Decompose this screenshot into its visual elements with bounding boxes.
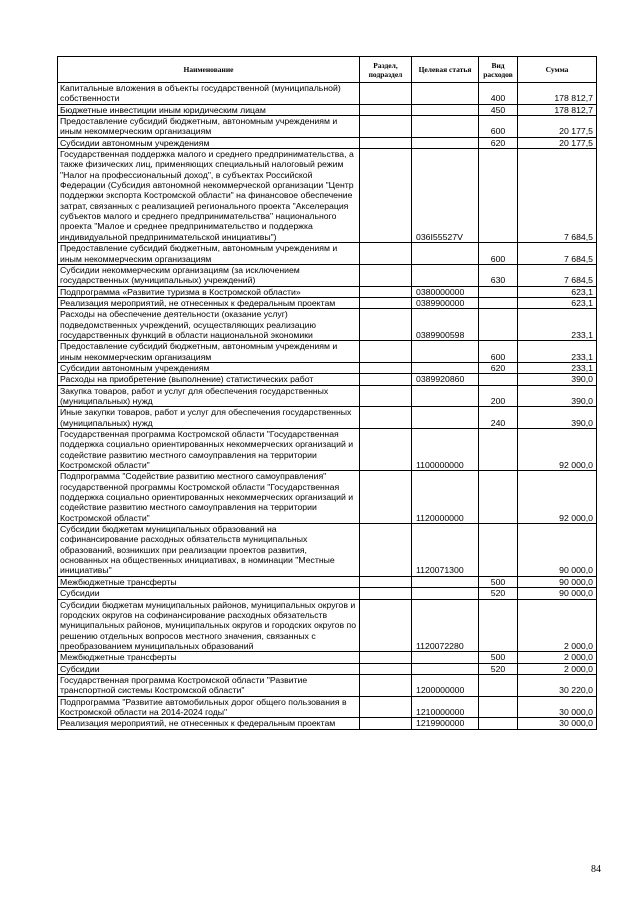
- cell-name: Реализация мероприятий, не отнесенных к федеральным проектам: [58, 297, 360, 308]
- cell-name: Субсидии: [58, 663, 360, 674]
- cell-section: [360, 524, 412, 577]
- table-row: [58, 83, 597, 105]
- cell-type: 500: [479, 652, 518, 663]
- header-type: Вид расходов: [479, 57, 518, 83]
- cell-section: [360, 407, 412, 429]
- cell-type: 600: [479, 116, 518, 138]
- cell-target: 1120072280: [412, 599, 479, 652]
- cell-section: [360, 286, 412, 297]
- cell-target: 1200000000: [412, 674, 479, 696]
- cell-section: [360, 652, 412, 663]
- cell-section: [360, 149, 412, 243]
- cell-sum: 90 000,0: [518, 576, 597, 587]
- header-sum: Сумма: [518, 57, 597, 83]
- cell-section: [360, 385, 412, 407]
- cell-section: [360, 243, 412, 265]
- table-row: [58, 374, 597, 385]
- table-row: [58, 652, 597, 663]
- cell-sum: 30 220,0: [518, 674, 597, 696]
- cell-type: [479, 696, 518, 718]
- cell-section: [360, 718, 412, 729]
- cell-name: Бюджетные инвестиции иным юридическим лицам: [58, 104, 360, 115]
- cell-name: Реализация мероприятий, не отнесенных к федеральным проектам: [58, 718, 360, 729]
- table-row: [58, 116, 597, 138]
- table-row: [58, 407, 597, 429]
- cell-sum: 90 000,0: [518, 588, 597, 599]
- cell-section: [360, 429, 412, 471]
- cell-section: [360, 362, 412, 373]
- cell-type: 240: [479, 407, 518, 429]
- cell-target: [412, 264, 479, 286]
- cell-sum: 390,0: [518, 374, 597, 385]
- cell-target: [412, 652, 479, 663]
- cell-section: [360, 374, 412, 385]
- cell-name: Межбюджетные трансферты: [58, 576, 360, 587]
- cell-target: [412, 588, 479, 599]
- cell-sum: 178 812,7: [518, 83, 597, 105]
- cell-type: [479, 297, 518, 308]
- cell-name: Субсидии бюджетам муниципальных районов, муниципальных округов и городских округов на софинансирование расходных обязательств муниципальных районов, муниципальных округов и городских округов по решению отдельных вопросов местного значения, связанных с преобразованием муниципальных образований: [58, 599, 360, 652]
- cell-sum: 7 684,5: [518, 264, 597, 286]
- table-row: [58, 471, 597, 524]
- cell-name: Субсидии автономным учреждениям: [58, 362, 360, 373]
- table-row: [58, 104, 597, 115]
- cell-section: [360, 309, 412, 341]
- cell-target: 1120071300: [412, 524, 479, 577]
- cell-name: Государственная программа Костромской области "Развитие транспортной системы Костромской области": [58, 674, 360, 696]
- cell-target: 1210000000: [412, 696, 479, 718]
- cell-target: 0389900000: [412, 297, 479, 308]
- table-row: [58, 429, 597, 471]
- cell-section: [360, 599, 412, 652]
- cell-name: Субсидии автономным учреждениям: [58, 137, 360, 148]
- cell-target: [412, 243, 479, 265]
- table-row: [58, 297, 597, 308]
- cell-type: [479, 599, 518, 652]
- cell-sum: 2 000,0: [518, 663, 597, 674]
- cell-sum: 233,1: [518, 362, 597, 373]
- cell-type: 600: [479, 341, 518, 363]
- cell-target: 1100000000: [412, 429, 479, 471]
- table-row: [58, 286, 597, 297]
- header-target: Целевая статья: [412, 57, 479, 83]
- cell-sum: 90 000,0: [518, 524, 597, 577]
- cell-type: [479, 524, 518, 577]
- cell-name: Подпрограмма «Развитие туризма в Костромской области»: [58, 286, 360, 297]
- cell-sum: 390,0: [518, 407, 597, 429]
- table-row: [58, 674, 597, 696]
- table-row: [58, 243, 597, 265]
- cell-target: 1219900000: [412, 718, 479, 729]
- cell-name: Субсидии бюджетам муниципальных образований на софинансирование расходных обязательств муниципальных образований, возникших при реализации проектов развития, основанных на общественных инициативах, в номинации "Местные инициативы": [58, 524, 360, 577]
- cell-name: Закупка товаров, работ и услуг для обеспечения государственных (муниципальных) нужд: [58, 385, 360, 407]
- cell-name: Предоставление субсидий бюджетным, автономным учреждениям и иным некоммерческим организациям: [58, 116, 360, 138]
- cell-name: Межбюджетные трансферты: [58, 652, 360, 663]
- cell-name: Государственная поддержка малого и среднего предпринимательства, а также физических лиц, применяющих специальный налоговый режим "Налог на профессиональный доход", в субъектах Российской Федерации (Субсидия автономной некоммерческой организации "Центр поддержки экспорта Костромской области" на финансовое обеспечение затрат, связанных с реализацией регионального проекта "Акселерация субъектов малого и среднего предпринимательства" национального проекта "Малое и среднее предпринимательство и поддержка индивидуальной предпринимательской инициативы"): [58, 149, 360, 243]
- cell-sum: 30 000,0: [518, 696, 597, 718]
- cell-name: Расходы на приобретение (выполнение) статистических работ: [58, 374, 360, 385]
- cell-target: [412, 341, 479, 363]
- cell-target: [412, 362, 479, 373]
- cell-type: 200: [479, 385, 518, 407]
- cell-sum: 20 177,5: [518, 137, 597, 148]
- cell-section: [360, 83, 412, 105]
- table-row: [58, 718, 597, 729]
- cell-type: [479, 374, 518, 385]
- cell-name: Субсидии некоммерческим организациям (за исключением государственных (муниципальных) учреждений): [58, 264, 360, 286]
- cell-type: [479, 286, 518, 297]
- cell-sum: 92 000,0: [518, 429, 597, 471]
- cell-target: [412, 576, 479, 587]
- cell-type: 520: [479, 663, 518, 674]
- table-row: [58, 362, 597, 373]
- cell-target: [412, 116, 479, 138]
- table-row: [58, 341, 597, 363]
- cell-section: [360, 674, 412, 696]
- cell-target: 1120000000: [412, 471, 479, 524]
- cell-name: Предоставление субсидий бюджетным, автономным учреждениям и иным некоммерческим организациям: [58, 243, 360, 265]
- header-row: [58, 57, 597, 83]
- cell-name: Иные закупки товаров, работ и услуг для обеспечения государственных (муниципальных) нужд: [58, 407, 360, 429]
- cell-section: [360, 471, 412, 524]
- cell-sum: 390,0: [518, 385, 597, 407]
- cell-section: [360, 341, 412, 363]
- table-row: [58, 264, 597, 286]
- cell-section: [360, 663, 412, 674]
- cell-target: 0389900598: [412, 309, 479, 341]
- table-row: [58, 149, 597, 243]
- table-header: [58, 57, 597, 83]
- cell-type: 600: [479, 243, 518, 265]
- cell-target: [412, 83, 479, 105]
- cell-sum: 2 000,0: [518, 652, 597, 663]
- cell-section: [360, 116, 412, 138]
- cell-type: 630: [479, 264, 518, 286]
- header-section: Раздел, подраздел: [360, 57, 412, 83]
- cell-section: [360, 104, 412, 115]
- table-row: [58, 524, 597, 577]
- table-row: [58, 137, 597, 148]
- cell-name: Капитальные вложения в объекты государственной (муниципальной) собственности: [58, 83, 360, 105]
- cell-sum: 178 812,7: [518, 104, 597, 115]
- cell-sum: 20 177,5: [518, 116, 597, 138]
- cell-target: 0380000000: [412, 286, 479, 297]
- cell-target: 0389920860: [412, 374, 479, 385]
- cell-type: 400: [479, 83, 518, 105]
- cell-section: [360, 137, 412, 148]
- cell-section: [360, 576, 412, 587]
- cell-type: [479, 149, 518, 243]
- header-name: Наименование: [58, 57, 360, 83]
- cell-type: [479, 429, 518, 471]
- cell-target: [412, 385, 479, 407]
- cell-type: [479, 309, 518, 341]
- table-row: [58, 385, 597, 407]
- budget-table-container: [57, 56, 596, 730]
- cell-sum: 7 684,5: [518, 149, 597, 243]
- table-row: [58, 663, 597, 674]
- cell-sum: 7 684,5: [518, 243, 597, 265]
- cell-name: Подпрограмма "Содействие развитию местного самоуправления" государственной программы Костромской области "Государственная поддержка социально ориентированных некоммерческих организаций и содействие развитию местного самоуправления на территории Костромской области": [58, 471, 360, 524]
- cell-type: [479, 471, 518, 524]
- cell-sum: 233,1: [518, 341, 597, 363]
- cell-target: 036I55527V: [412, 149, 479, 243]
- cell-name: Государственная программа Костромской области "Государственная поддержка социально ориентированных некоммерческих организаций и содействие развитию местного самоуправления на территории Костромской области": [58, 429, 360, 471]
- cell-name: Подпрограмма "Развитие автомобильных дорог общего пользования в Костромской области на 2014-2024 годы": [58, 696, 360, 718]
- cell-type: 450: [479, 104, 518, 115]
- page-number: 84: [591, 864, 601, 875]
- cell-type: 500: [479, 576, 518, 587]
- cell-target: [412, 104, 479, 115]
- cell-target: [412, 137, 479, 148]
- cell-section: [360, 297, 412, 308]
- table-row: [58, 696, 597, 718]
- cell-target: [412, 407, 479, 429]
- cell-sum: 2 000,0: [518, 599, 597, 652]
- cell-sum: 623,1: [518, 286, 597, 297]
- cell-section: [360, 264, 412, 286]
- table-body: [58, 83, 597, 730]
- cell-sum: 30 000,0: [518, 718, 597, 729]
- cell-name: Субсидии: [58, 588, 360, 599]
- cell-target: [412, 663, 479, 674]
- cell-type: 620: [479, 137, 518, 148]
- cell-type: [479, 674, 518, 696]
- table-row: [58, 576, 597, 587]
- cell-section: [360, 588, 412, 599]
- cell-section: [360, 696, 412, 718]
- table-row: [58, 588, 597, 599]
- table-row: [58, 309, 597, 341]
- cell-sum: 92 000,0: [518, 471, 597, 524]
- cell-sum: 233,1: [518, 309, 597, 341]
- cell-type: 520: [479, 588, 518, 599]
- cell-type: [479, 718, 518, 729]
- table-row: [58, 599, 597, 652]
- budget-table: [57, 56, 597, 730]
- cell-sum: 623,1: [518, 297, 597, 308]
- cell-name: Предоставление субсидий бюджетным, автономным учреждениям и иным некоммерческим организациям: [58, 341, 360, 363]
- cell-type: 620: [479, 362, 518, 373]
- cell-name: Расходы на обеспечение деятельности (оказание услуг) подведомственных учреждений, осуществляющих реализацию государственных функций в области национальной экономики: [58, 309, 360, 341]
